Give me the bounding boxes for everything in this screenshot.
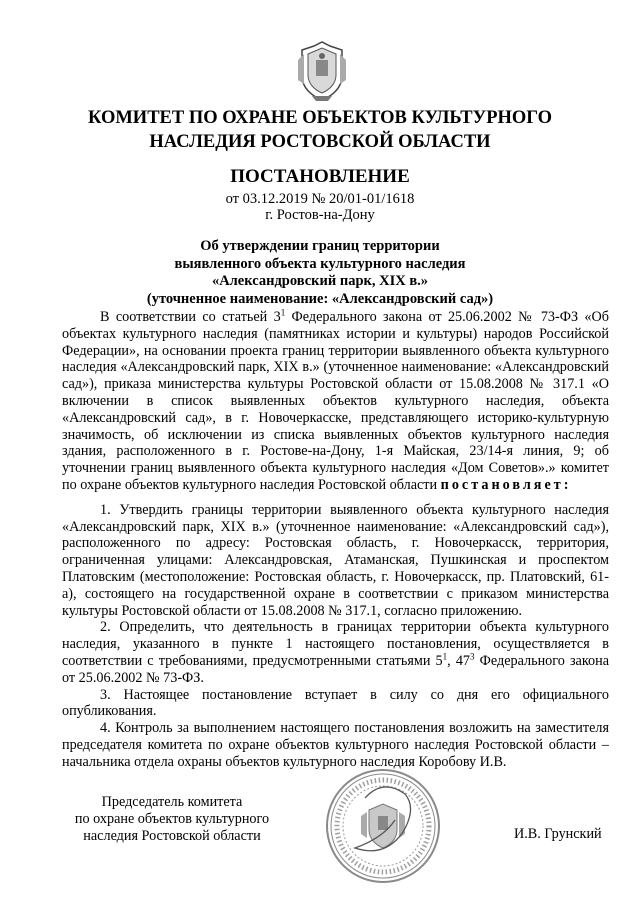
item-2-superscript-1: 1 <box>442 651 448 662</box>
item-2-superscript-2: 3 <box>470 651 475 662</box>
item-2-paragraph <box>62 619 609 686</box>
coat-of-arms-icon <box>294 40 350 102</box>
item-1-paragraph: 1. Утвердить границы территории выявленного объекта культурного наследия «Александровский парк, XIX в.» (уточненное наименование: «Александровский сад»), расположенного по адресу: Ростовская область, г. Новочеркасск, территория, ограниченная улицами: Александровская, Атаманская, Пушкинская и проспектом Платовским (местоположение: Ростовская область, г. Новочеркасск, пр. Платовский, 61-а), состоящего на государственной охране в соответствии с приказом министерства культуры Ростовской области от 15.08.2008 № 317.1, согласно приложению. <box>62 501 609 619</box>
title-line-4: (уточненное наименование: «Александровский сад») <box>146 290 494 307</box>
preamble-text-a: В соответствии со статьей 3 <box>100 309 281 325</box>
document-body <box>62 309 609 771</box>
title-line-2: выявленного объекта культурного наследия <box>174 255 466 272</box>
document-city: г. Ростов-на-Дону <box>265 207 375 223</box>
position-line-1: Председатель комитета <box>101 794 243 810</box>
preamble-text-b: Федерального закона от 25.06.2002 № 73-ФЗ «Об объектах культурного наследия (памятниках истории и культуры) народов Российской Федерации», на основании проекта границ территории выявленного объекта культурного наследия «Александровский парк, XIX в.» (уточненное наименование: «Александровский сад»), приказа министерства культуры Ростовской области от 15.08.2008 № 317.1 «О включении в список выявленных объектов культурного наследия, объекта «Александровский сад», в г. Новочеркасске, представляющего историко-культурную значимость, об исключении из списка выявленных объектов культурного наследия здания, расположенного в г. Ростове-на-Дону, 1-я Майская, 23/14-я линия, 9; об уточнении границ выявленного объекта культурного наследия «Дом Советов».» комитет по охране объектов культурного наследия Ростовской области <box>62 309 609 493</box>
item-4-paragraph: 4. Контроль за выполнением настоящего постановления возложить на заместителя председателя комитета по охране объектов культурного наследия Ростовской области – начальника отдела охраны объектов культурного наследия Коробову И.В. <box>62 720 609 770</box>
document-type: ПОСТАНОВЛЕНИЕ <box>230 166 410 187</box>
item-2-text-a: 2. Определить, что деятельность в границах территории объекта культурного наследия, указанного в пункте 1 настоящего постановления, осуществляется в соответствии с требованиями, предусмотренными статьями 5 <box>62 619 609 669</box>
document-date-number: от 03.12.2019 № 20/01-01/1618 <box>225 191 415 207</box>
item-2-text-b: , 47 <box>447 652 471 669</box>
item-3-paragraph: 3. Настоящее постановление вступает в силу со дня его официального опубликования. <box>62 686 609 720</box>
position-line-3: наследия Ростовской области <box>83 827 261 844</box>
committee-line-1: КОМИТЕТ ПО ОХРАНЕ ОБЪЕКТОВ КУЛЬТУРНОГО <box>88 108 552 128</box>
position-line-2: по охране объектов культурного <box>74 810 270 827</box>
committee-name <box>60 106 580 154</box>
official-seal-icon <box>325 768 441 884</box>
preamble-paragraph <box>62 309 609 494</box>
item-2-text-c: Федерального закона от 25.06.2002 № 73-ФЗ. <box>62 652 610 686</box>
document-title <box>60 238 580 308</box>
preamble-superscript: 1 <box>280 307 286 318</box>
title-line-3: «Александровский парк, XIX в.» <box>211 273 429 289</box>
decree-word: постановляет: <box>440 476 572 493</box>
signatory-name: И.В. Грунский <box>514 826 602 842</box>
signatory-position <box>62 794 282 844</box>
committee-line-2: НАСЛЕДИЯ РОСТОВСКОЙ ОБЛАСТИ <box>149 132 491 152</box>
title-line-1: Об утверждении границ территории <box>200 238 440 254</box>
